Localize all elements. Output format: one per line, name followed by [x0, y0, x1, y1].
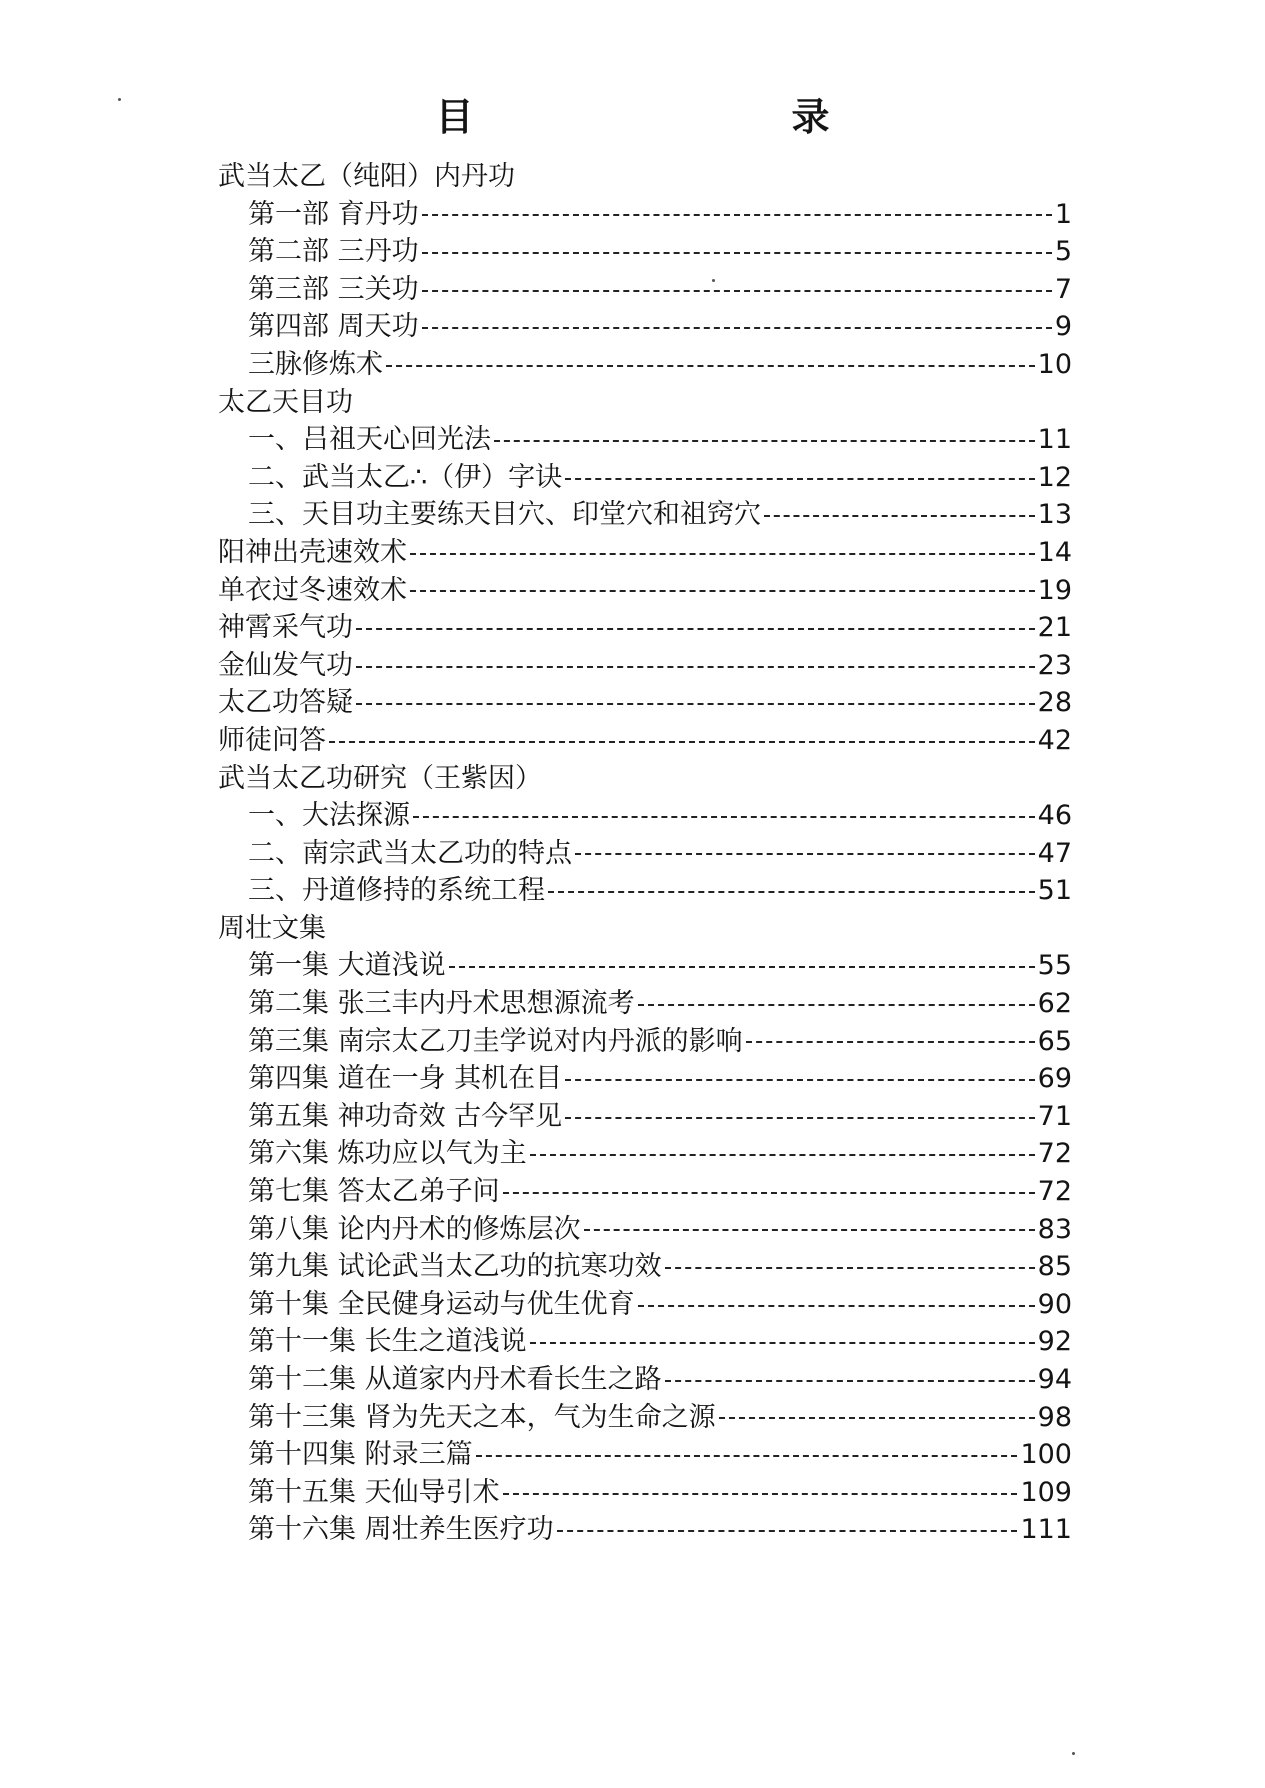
toc-dash-leader — [565, 1117, 1034, 1119]
toc-dash-leader — [575, 853, 1035, 855]
toc-entry-label: 第一集 大道浅说 — [248, 950, 446, 982]
toc-dash-leader — [386, 365, 1035, 367]
toc-entry-label: 第十五集 天仙导引术 — [248, 1476, 500, 1508]
toc-entry-label: 武当太乙（纯阳）内丹功 — [218, 161, 515, 192]
toc-entry-label: 一、吕祖天心回光法 — [248, 424, 491, 456]
toc-dash-leader — [503, 1192, 1035, 1194]
toc-dash-leader — [548, 891, 1035, 893]
toc-dash-leader — [329, 741, 1035, 743]
toc-entry — [218, 384, 1072, 422]
toc-entry-label: 第七集 答太乙弟子问 — [248, 1176, 500, 1208]
toc-entry — [218, 1474, 1072, 1512]
toc-entry — [218, 647, 1072, 685]
toc-dash-leader — [422, 214, 1052, 216]
toc-entry — [218, 1436, 1072, 1474]
toc-entry-label: 三、丹道修持的系统工程 — [248, 875, 545, 907]
toc-entry-label: 第十三集 肾为先天之本，气为生命之源 — [248, 1401, 716, 1433]
toc-dash-leader — [530, 1154, 1035, 1156]
toc-entry-label: 二、武当太乙∴（伊）字诀 — [248, 461, 563, 493]
toc-page-number: 109 — [1020, 1476, 1072, 1508]
toc-dash-leader — [422, 290, 1052, 292]
toc-entry — [218, 158, 1072, 196]
toc-page-number: 69 — [1037, 1063, 1072, 1095]
toc-entry — [218, 1098, 1072, 1136]
toc-entry — [218, 985, 1072, 1023]
toc-page-number: 5 — [1054, 236, 1072, 268]
toc-dash-leader — [764, 515, 1035, 517]
toc-entry-label: 三脉修炼术 — [248, 348, 383, 380]
toc-entry-label: 第三集 南宗太乙刀圭学说对内丹派的影响 — [248, 1025, 743, 1057]
toc-entry-label: 金仙发气功 — [218, 649, 353, 681]
toc-entry — [218, 1060, 1072, 1098]
toc-entry-label: 武当太乙功研究（王紫因） — [218, 762, 542, 794]
toc-entry — [218, 872, 1072, 910]
toc-page-number: 71 — [1037, 1100, 1072, 1132]
toc-dash-leader — [449, 966, 1035, 968]
toc-page-number: 10 — [1037, 348, 1072, 380]
toc-entry — [218, 1135, 1072, 1173]
toc-entry-label: 第二部 三丹功 — [248, 236, 419, 268]
toc-dash-leader — [356, 703, 1035, 705]
toc-page-number: 7 — [1054, 273, 1072, 305]
toc-page-number: 51 — [1037, 875, 1072, 907]
toc-entry — [218, 609, 1072, 647]
toc-dash-leader — [565, 478, 1034, 480]
toc-dash-leader — [565, 1079, 1034, 1081]
toc-entry — [218, 308, 1072, 346]
toc-dash-leader — [665, 1380, 1035, 1382]
toc-entry-label: 师徒问答 — [218, 724, 326, 756]
toc-entry-label: 第十四集 附录三篇 — [248, 1439, 473, 1471]
toc-page-number: 9 — [1054, 311, 1072, 343]
toc-page-number: 111 — [1020, 1514, 1072, 1546]
toc-dash-leader — [413, 816, 1035, 818]
toc-entry — [218, 196, 1072, 234]
page-title: 目 录 — [435, 95, 970, 139]
toc-page-number: 83 — [1037, 1213, 1072, 1245]
toc-page-number: 19 — [1037, 574, 1072, 606]
table-of-contents — [218, 158, 1072, 1549]
toc-entry-label: 第八集 论内丹术的修炼层次 — [248, 1213, 581, 1245]
toc-page-number: 55 — [1037, 950, 1072, 982]
toc-page-number: 28 — [1037, 687, 1072, 719]
toc-dash-leader — [494, 440, 1035, 442]
toc-dash-leader — [410, 553, 1035, 555]
scan-speck — [712, 279, 715, 282]
toc-page-number: 42 — [1037, 724, 1072, 756]
toc-entry-label: 神霄采气功 — [218, 612, 353, 644]
toc-entry-label: 二、南宗武当太乙功的特点 — [248, 837, 572, 869]
toc-page-number: 98 — [1037, 1401, 1072, 1433]
toc-entry — [218, 421, 1072, 459]
toc-entry-label: 周壮文集 — [218, 912, 326, 944]
toc-entry — [218, 1286, 1072, 1324]
toc-page-number: 94 — [1037, 1364, 1072, 1395]
toc-entry — [218, 496, 1072, 534]
toc-entry — [218, 684, 1072, 722]
toc-page-number: 1 — [1054, 198, 1072, 230]
toc-entry — [218, 1361, 1072, 1399]
toc-page-number: 11 — [1037, 424, 1072, 456]
toc-page-number: 13 — [1037, 499, 1072, 531]
toc-entry-label: 单衣过冬速效术 — [218, 574, 407, 606]
toc-entry — [218, 271, 1072, 309]
scan-speck — [118, 98, 121, 101]
toc-page-number: 72 — [1037, 1138, 1072, 1170]
toc-entry — [218, 797, 1072, 835]
toc-dash-leader — [665, 1267, 1035, 1269]
toc-entry-label: 第四部 周天功 — [248, 311, 419, 343]
toc-entry — [218, 835, 1072, 873]
toc-entry-label: 一、大法探源 — [248, 800, 410, 832]
toc-page-number: 90 — [1037, 1288, 1072, 1320]
toc-entry-label: 第九集 试论武当太乙功的抗寒功效 — [248, 1251, 662, 1283]
toc-entry — [218, 572, 1072, 610]
toc-page-number: 47 — [1037, 837, 1072, 869]
toc-dash-leader — [557, 1530, 1018, 1532]
toc-entry — [218, 1323, 1072, 1361]
toc-page-number: 46 — [1037, 800, 1072, 832]
toc-entry-label: 第二集 张三丰内丹术思想源流考 — [248, 988, 635, 1020]
toc-page-number: 92 — [1037, 1326, 1072, 1358]
toc-dash-leader — [356, 666, 1035, 668]
toc-page-number: 12 — [1037, 461, 1072, 493]
toc-entry — [218, 1248, 1072, 1286]
toc-entry-label: 第十一集 长生之道浅说 — [248, 1326, 527, 1358]
toc-dash-leader — [476, 1455, 1018, 1457]
toc-entry — [218, 1023, 1072, 1061]
toc-entry — [218, 1211, 1072, 1249]
toc-entry-label: 第十二集 从道家内丹术看长生之路 — [248, 1364, 662, 1395]
toc-entry — [218, 1511, 1072, 1549]
toc-page-number: 100 — [1020, 1439, 1072, 1471]
toc-entry — [218, 910, 1072, 948]
toc-dash-leader — [638, 1004, 1035, 1006]
toc-page-number: 72 — [1037, 1176, 1072, 1208]
toc-entry — [218, 947, 1072, 985]
toc-dash-leader — [422, 252, 1052, 254]
toc-entry-label: 第一部 育丹功 — [248, 198, 419, 230]
toc-page-number: 14 — [1037, 536, 1072, 568]
toc-entry-label: 太乙天目功 — [218, 386, 353, 418]
toc-entry — [218, 1399, 1072, 1437]
toc-entry-label: 第十六集 周壮养生医疗功 — [248, 1514, 554, 1546]
toc-dash-leader — [410, 590, 1035, 592]
toc-dash-leader — [422, 327, 1052, 329]
toc-entry — [218, 459, 1072, 497]
toc-entry — [218, 722, 1072, 760]
toc-entry-label: 第六集 炼功应以气为主 — [248, 1138, 527, 1170]
toc-entry-label: 第五集 神功奇效 古今罕见 — [248, 1100, 563, 1132]
toc-entry-label: 三、天目功主要练天目穴、印堂穴和祖窍穴 — [248, 499, 761, 531]
toc-entry — [218, 233, 1072, 271]
toc-page-number: 21 — [1037, 612, 1072, 644]
toc-entry-label: 第十集 全民健身运动与优生优育 — [248, 1288, 635, 1320]
toc-dash-leader — [584, 1229, 1035, 1231]
toc-dash-leader — [719, 1417, 1035, 1419]
toc-entry-label: 阳神出壳速效术 — [218, 536, 407, 568]
toc-page-number: 62 — [1037, 988, 1072, 1020]
toc-entry — [218, 1173, 1072, 1211]
toc-entry-label: 第三部 三关功 — [248, 273, 419, 305]
toc-dash-leader — [638, 1305, 1035, 1307]
toc-entry-label: 第四集 道在一身 其机在目 — [248, 1063, 563, 1095]
toc-page-number: 65 — [1037, 1025, 1072, 1057]
toc-dash-leader — [503, 1493, 1018, 1495]
toc-page-number: 85 — [1037, 1251, 1072, 1283]
toc-dash-leader — [530, 1342, 1035, 1344]
toc-dash-leader — [356, 628, 1035, 630]
toc-entry — [218, 346, 1072, 384]
toc-entry — [218, 534, 1072, 572]
toc-entry-label: 太乙功答疑 — [218, 687, 353, 719]
toc-page-number: 23 — [1037, 649, 1072, 681]
toc-dash-leader — [746, 1041, 1035, 1043]
toc-entry — [218, 760, 1072, 798]
scan-speck — [1072, 1752, 1075, 1755]
